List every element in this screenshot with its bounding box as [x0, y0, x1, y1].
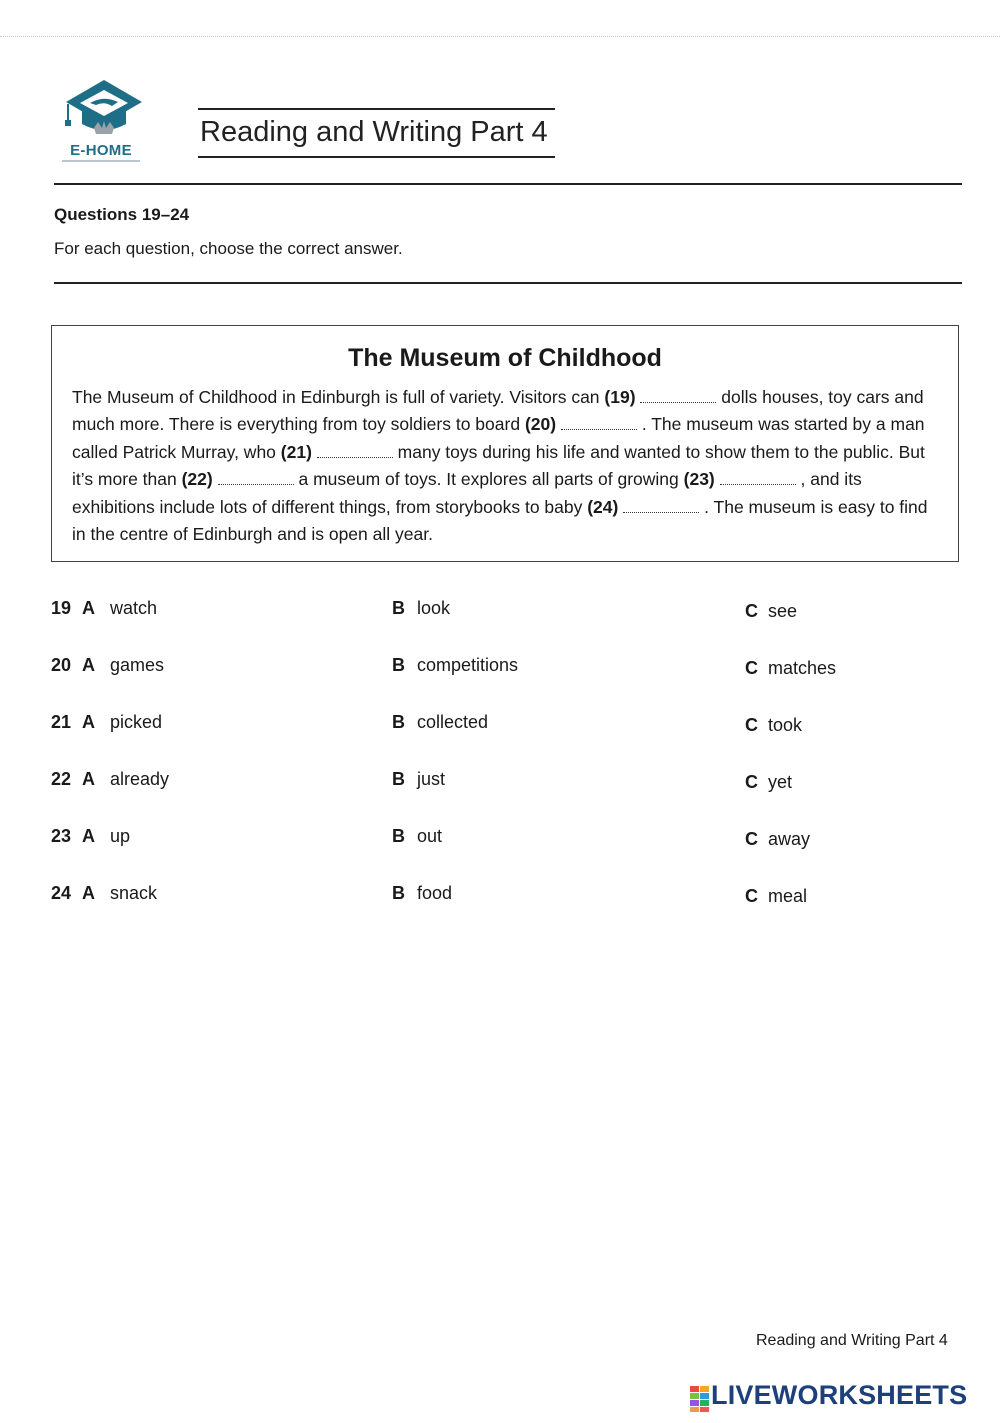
option-letter-b[interactable]: B: [392, 712, 405, 732]
gap-number: (19): [604, 387, 636, 407]
option-b[interactable]: out: [417, 826, 443, 846]
option-letter-c[interactable]: C: [745, 886, 758, 906]
option-a[interactable]: snack: [110, 883, 158, 903]
answer-gap[interactable]: [218, 470, 294, 485]
gap-number: (23): [683, 469, 715, 490]
answer-gap[interactable]: [317, 443, 393, 458]
option-letter-b[interactable]: B: [392, 826, 405, 846]
option-a[interactable]: games: [110, 655, 165, 675]
passage-segment: . The museum was started by a man called Patrick Murray, who: [72, 414, 925, 462]
passage-segment: dolls houses, toy cars and much more. There is everything from toy soldiers to board: [72, 387, 924, 435]
option-b[interactable]: competitions: [417, 655, 519, 675]
question-row: [0, 712, 1000, 742]
option-letter-a[interactable]: A: [82, 655, 95, 675]
liveworksheets-logo-icon: [690, 1386, 710, 1412]
question-row: [0, 655, 1000, 685]
question-number: 21: [51, 712, 72, 732]
logo-brand-name: E-HOME: [70, 142, 132, 159]
option-letter-b[interactable]: B: [392, 883, 405, 903]
divider-top: [54, 183, 962, 185]
question-row: [0, 883, 1000, 913]
option-letter-b[interactable]: B: [392, 598, 405, 618]
passage-text: [72, 384, 934, 548]
passage-segment: The Museum of Childhood in Edinburgh is full of variety. Visitors can: [72, 387, 605, 407]
question-row: [0, 598, 1000, 628]
option-letter-c[interactable]: C: [745, 658, 758, 678]
question-number: 20: [51, 655, 72, 675]
answer-gap[interactable]: [720, 470, 796, 485]
gap-number: (22): [181, 469, 213, 490]
gap-number: (20): [524, 414, 557, 435]
option-c[interactable]: meal: [768, 886, 808, 906]
option-a[interactable]: up: [110, 826, 131, 846]
questions-range: Questions 19–24: [54, 205, 190, 224]
option-letter-b[interactable]: B: [392, 769, 405, 789]
option-letter-a[interactable]: A: [82, 883, 95, 903]
instructions-text: For each question, choose the correct answer.: [54, 239, 403, 258]
option-letter-a[interactable]: A: [82, 598, 95, 618]
option-c[interactable]: matches: [768, 658, 837, 678]
divider-bottom: [54, 282, 962, 284]
answer-gap[interactable]: [623, 498, 699, 513]
question-number: 24: [51, 883, 72, 903]
question-row: [0, 769, 1000, 799]
option-letter-c[interactable]: C: [745, 829, 758, 849]
logo-tagline-line: [62, 160, 140, 162]
option-c[interactable]: see: [768, 601, 798, 621]
header-title-frame: [198, 108, 555, 158]
option-c[interactable]: away: [768, 829, 811, 849]
liveworksheets-text: LIVEWORKSHEETS: [711, 1380, 968, 1410]
passage-segment: , and its exhibitions include lots of different things, from storybooks to baby: [72, 469, 862, 517]
option-letter-b[interactable]: B: [392, 655, 405, 675]
option-letter-c[interactable]: C: [745, 772, 758, 792]
option-c[interactable]: yet: [768, 772, 793, 792]
passage-segment: a museum of toys. It explores all parts of growing: [298, 469, 684, 490]
question-number: 22: [51, 769, 72, 789]
option-letter-c[interactable]: C: [745, 715, 758, 735]
page-title: Reading and Writing Part 4: [200, 116, 548, 148]
option-letter-a[interactable]: A: [82, 769, 95, 789]
option-a[interactable]: already: [110, 769, 170, 789]
option-letter-c[interactable]: C: [745, 601, 758, 621]
option-b[interactable]: look: [417, 598, 451, 618]
passage-segment: . The museum is easy to find in the centre of Edinburgh and is open all year.: [72, 496, 928, 545]
passage-title: The Museum of Childhood: [348, 344, 662, 372]
question-number: 23: [51, 826, 72, 846]
option-a[interactable]: watch: [110, 598, 158, 618]
passage-box: [51, 325, 959, 562]
answer-gap[interactable]: [561, 415, 637, 430]
gap-number: (24): [587, 496, 619, 517]
question-row: [0, 826, 1000, 856]
option-a[interactable]: picked: [110, 712, 163, 732]
option-b[interactable]: just: [417, 769, 446, 789]
option-letter-a[interactable]: A: [82, 712, 95, 732]
top-dotted-border: [0, 36, 1000, 37]
option-b[interactable]: collected: [417, 712, 489, 732]
question-number: 19: [51, 598, 72, 618]
footer-label: Reading and Writing Part 4: [756, 1332, 948, 1349]
passage-segment: many toys during his life and wanted to show them to the public. But it’s more than: [72, 441, 925, 490]
answer-gap[interactable]: [640, 388, 716, 403]
option-c[interactable]: took: [768, 715, 803, 735]
option-letter-a[interactable]: A: [82, 826, 95, 846]
gap-number: (21): [280, 441, 312, 462]
option-b[interactable]: food: [417, 883, 453, 903]
